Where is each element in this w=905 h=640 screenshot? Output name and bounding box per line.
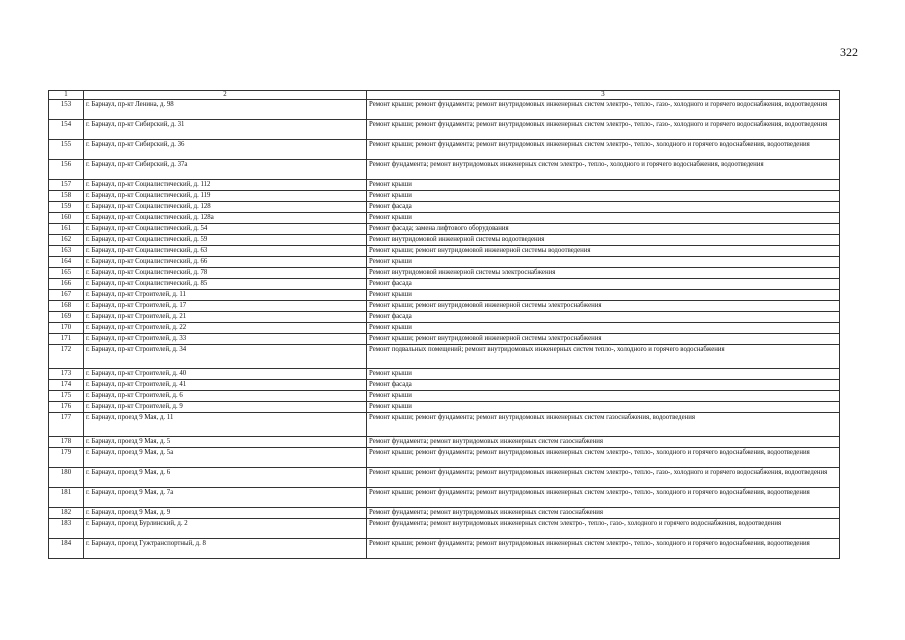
- row-works: Ремонт крыши; ремонт фундамента; ремонт внутридомовых инженерных систем электро-, тепло-, газо-, холодного и горячего водоснабжения, водоотведения: [367, 120, 840, 140]
- row-address: г. Барнаул, пр-кт Строителей, д. 9: [84, 402, 367, 413]
- header-row: [49, 91, 840, 100]
- table-row: [49, 235, 840, 246]
- row-number: 173: [49, 369, 84, 380]
- row-number: 180: [49, 468, 84, 488]
- row-number: 156: [49, 160, 84, 180]
- row-number: 176: [49, 402, 84, 413]
- row-works: Ремонт крыши; ремонт внутридомовой инженерной системы электроснабжения: [367, 334, 840, 345]
- table-row: [49, 191, 840, 202]
- table-row: [49, 369, 840, 380]
- row-number: 160: [49, 213, 84, 224]
- row-address: г. Барнаул, пр-кт Социалистический, д. 128а: [84, 213, 367, 224]
- row-works: Ремонт крыши: [367, 257, 840, 268]
- row-works: Ремонт крыши; ремонт фундамента; ремонт внутридомовых инженерных систем электро-, тепло-, холодного и горячего водоснабжения, водоотведения: [367, 539, 840, 559]
- row-number: 164: [49, 257, 84, 268]
- row-address: г. Барнаул, проезд 9 Мая, д. 9: [84, 508, 367, 519]
- row-works: Ремонт крыши: [367, 402, 840, 413]
- row-number: 178: [49, 437, 84, 448]
- row-number: 181: [49, 488, 84, 508]
- row-number: 174: [49, 380, 84, 391]
- table-row: [49, 448, 840, 468]
- row-works: Ремонт крыши: [367, 290, 840, 301]
- table-row: [49, 100, 840, 120]
- row-address: г. Барнаул, пр-кт Социалистический, д. 63: [84, 246, 367, 257]
- row-works: Ремонт крыши; ремонт фундамента; ремонт внутридомовых инженерных систем газоснабжения, водоотведения: [367, 413, 840, 437]
- row-address: г. Барнаул, пр-кт Строителей, д. 11: [84, 290, 367, 301]
- row-works: Ремонт фасада: [367, 380, 840, 391]
- table-row: [49, 402, 840, 413]
- row-works: Ремонт крыши: [367, 191, 840, 202]
- row-works: Ремонт крыши: [367, 369, 840, 380]
- row-address: г. Барнаул, проезд Гужтранспортный, д. 8: [84, 539, 367, 559]
- row-number: 182: [49, 508, 84, 519]
- row-works: Ремонт крыши; ремонт фундамента; ремонт внутридомовых инженерных систем электро-, тепло-, холодного и горячего водоснабжения, водоотведения: [367, 488, 840, 508]
- row-works: Ремонт фасада: [367, 312, 840, 323]
- row-address: г. Барнаул, пр-кт Сибирский, д. 31: [84, 120, 367, 140]
- table-row: [49, 301, 840, 312]
- row-number: 177: [49, 413, 84, 437]
- table-row: [49, 140, 840, 160]
- row-works: Ремонт внутридомовой инженерной системы электроснабжения: [367, 268, 840, 279]
- table-row: [49, 213, 840, 224]
- table-row: [49, 345, 840, 369]
- row-works: Ремонт крыши; ремонт внутридомовой инженерной системы электроснабжения: [367, 301, 840, 312]
- row-number: 183: [49, 519, 84, 539]
- column-header-3: 3: [367, 91, 840, 100]
- row-number: 163: [49, 246, 84, 257]
- row-number: 175: [49, 391, 84, 402]
- table-row: [49, 120, 840, 140]
- row-address: г. Барнаул, пр-кт Социалистический, д. 59: [84, 235, 367, 246]
- table-row: [49, 334, 840, 345]
- row-address: г. Барнаул, пр-кт Социалистический, д. 119: [84, 191, 367, 202]
- row-address: г. Барнаул, пр-кт Строителей, д. 40: [84, 369, 367, 380]
- row-address: г. Барнаул, пр-кт Социалистический, д. 128: [84, 202, 367, 213]
- row-works: Ремонт крыши; ремонт фундамента; ремонт внутридомовых инженерных систем электро-, тепло-, холодного и горячего водоснабжения, водоотведения: [367, 448, 840, 468]
- row-address: г. Барнаул, пр-кт Строителей, д. 17: [84, 301, 367, 312]
- row-number: 161: [49, 224, 84, 235]
- table-row: [49, 312, 840, 323]
- table-row: [49, 391, 840, 402]
- table-row: [49, 468, 840, 488]
- row-works: Ремонт фундамента; ремонт внутридомовых инженерных систем электро-, тепло-, холодного и горячего водоснабжения, водоотведения: [367, 160, 840, 180]
- row-works: Ремонт крыши: [367, 323, 840, 334]
- row-number: 179: [49, 448, 84, 468]
- row-number: 165: [49, 268, 84, 279]
- row-address: г. Барнаул, пр-кт Строителей, д. 6: [84, 391, 367, 402]
- row-number: 170: [49, 323, 84, 334]
- row-address: г. Барнаул, проезд 9 Мая, д. 7а: [84, 488, 367, 508]
- row-address: г. Барнаул, пр-кт Социалистический, д. 66: [84, 257, 367, 268]
- row-address: г. Барнаул, пр-кт Строителей, д. 41: [84, 380, 367, 391]
- table-row: [49, 380, 840, 391]
- row-address: г. Барнаул, пр-кт Сибирский, д. 36: [84, 140, 367, 160]
- row-number: 167: [49, 290, 84, 301]
- table-row: [49, 539, 840, 559]
- table-row: [49, 246, 840, 257]
- row-address: г. Барнаул, проезд 9 Мая, д. 6: [84, 468, 367, 488]
- row-number: 157: [49, 180, 84, 191]
- row-number: 169: [49, 312, 84, 323]
- row-works: Ремонт крыши; ремонт фундамента; ремонт внутридомовых инженерных систем электро-, тепло-, газо-, холодного и горячего водоснабжения, водоотведения: [367, 468, 840, 488]
- row-works: Ремонт фасада: [367, 279, 840, 290]
- row-address: г. Барнаул, пр-кт Строителей, д. 33: [84, 334, 367, 345]
- table-row: [49, 488, 840, 508]
- table-row: [49, 437, 840, 448]
- row-number: 162: [49, 235, 84, 246]
- row-works: Ремонт фундамента; ремонт внутридомовых инженерных систем газоснабжения: [367, 508, 840, 519]
- row-number: 171: [49, 334, 84, 345]
- column-header-2: 2: [84, 91, 367, 100]
- row-number: 184: [49, 539, 84, 559]
- row-address: г. Барнаул, проезд 9 Мая, д. 5: [84, 437, 367, 448]
- row-address: г. Барнаул, проезд 9 Мая, д. 11: [84, 413, 367, 437]
- table-row: [49, 508, 840, 519]
- repair-registry-table: [48, 90, 840, 559]
- row-number: 166: [49, 279, 84, 290]
- row-works: Ремонт фундамента; ремонт внутридомовых инженерных систем электро-, тепло-, газо-, холодного и горячего водоснабжения, водоотведения: [367, 519, 840, 539]
- row-number: 155: [49, 140, 84, 160]
- table-row: [49, 323, 840, 334]
- row-number: 168: [49, 301, 84, 312]
- row-address: г. Барнаул, пр-кт Сибирский, д. 37а: [84, 160, 367, 180]
- row-address: г. Барнаул, пр-кт Социалистический, д. 112: [84, 180, 367, 191]
- row-address: г. Барнаул, пр-кт Социалистический, д. 85: [84, 279, 367, 290]
- table-row: [49, 413, 840, 437]
- row-works: Ремонт фасада; замена лифтового оборудования: [367, 224, 840, 235]
- table-row: [49, 268, 840, 279]
- page-number: 322: [840, 45, 858, 59]
- table-row: [49, 290, 840, 301]
- column-header-1: 1: [49, 91, 84, 100]
- row-works: Ремонт фасада: [367, 202, 840, 213]
- row-address: г. Барнаул, пр-кт Строителей, д. 21: [84, 312, 367, 323]
- row-works: Ремонт подвальных помещений; ремонт внутридомовых инженерных систем тепло-, холодного и горячего водоснабжения: [367, 345, 840, 369]
- row-address: г. Барнаул, пр-кт Ленина, д. 98: [84, 100, 367, 120]
- row-works: Ремонт крыши; ремонт фундамента; ремонт внутридомовых инженерных систем электро-, тепло-, холодного и горячего водоснабжения, водоотведения: [367, 140, 840, 160]
- row-address: г. Барнаул, пр-кт Социалистический, д. 78: [84, 268, 367, 279]
- row-address: г. Барнаул, проезд 9 Мая, д. 5а: [84, 448, 367, 468]
- table-row: [49, 180, 840, 191]
- row-works: Ремонт крыши; ремонт фундамента; ремонт внутридомовых инженерных систем электро-, тепло-, газо-, холодного и горячего водоснабжения, водоотведения: [367, 100, 840, 120]
- row-address: г. Барнаул, проезд Бурлинский, д. 2: [84, 519, 367, 539]
- table-row: [49, 160, 840, 180]
- row-address: г. Барнаул, пр-кт Строителей, д. 22: [84, 323, 367, 334]
- table-row: [49, 279, 840, 290]
- row-works: Ремонт внутридомовой инженерной системы водоотведения: [367, 235, 840, 246]
- row-number: 159: [49, 202, 84, 213]
- table-row: [49, 519, 840, 539]
- row-address: г. Барнаул, пр-кт Строителей, д. 34: [84, 345, 367, 369]
- row-works: Ремонт крыши: [367, 180, 840, 191]
- row-address: г. Барнаул, пр-кт Социалистический, д. 54: [84, 224, 367, 235]
- row-works: Ремонт крыши: [367, 213, 840, 224]
- table-row: [49, 224, 840, 235]
- row-number: 154: [49, 120, 84, 140]
- row-works: Ремонт крыши: [367, 391, 840, 402]
- table-row: [49, 257, 840, 268]
- table-row: [49, 202, 840, 213]
- row-number: 158: [49, 191, 84, 202]
- row-works: Ремонт фундамента; ремонт внутридомовых инженерных систем газоснабжения: [367, 437, 840, 448]
- row-number: 172: [49, 345, 84, 369]
- row-number: 153: [49, 100, 84, 120]
- row-works: Ремонт крыши; ремонт внутридомовой инженерной системы водоотведения: [367, 246, 840, 257]
